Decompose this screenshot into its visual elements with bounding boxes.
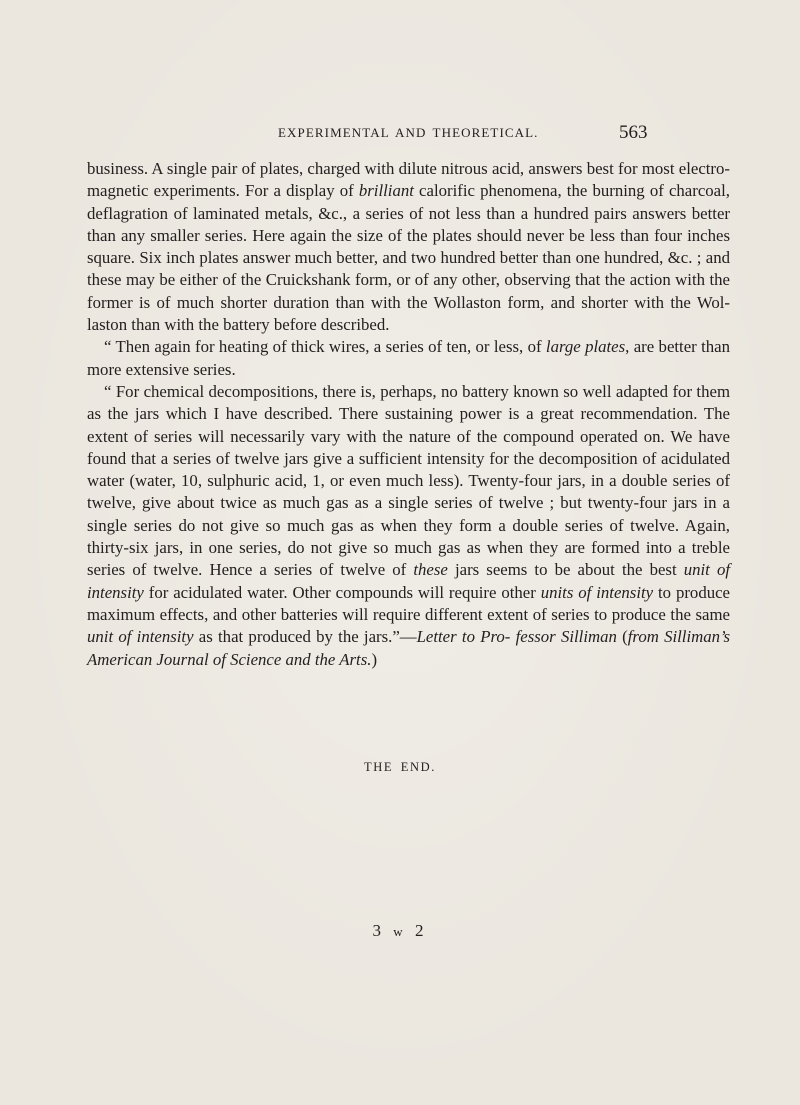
emphasis-these: these (413, 560, 448, 580)
signature-sheet: 3 (372, 921, 386, 940)
paragraph-thick-wires: “ Then again for heating of thick wires, a series of ten, or less, of large plates, are better than more extensive series. (87, 337, 730, 379)
emphasis-brilliant: brilliant (358, 181, 414, 201)
body-text (87, 158, 730, 671)
signature-mark (0, 921, 800, 941)
emphasis-unit-of-intensity: unit of intensity (87, 560, 730, 602)
paragraph-battery-sizes: business. A single pair of plates, charged with dilute nitrous acid, answers best for most electro-magnetic experiments. For a display of brilliant calorific phenomena, the burning of charcoal, deflagration of laminated metals, &c., a series of not less than a hundred pairs answers better than any smaller series. Here again the size of the plates should never be less than four inches square. Six inch plates answer much better, and two hundred better than one hundred, &c. ; and these may be either of the Cruickshank form, or of any other, observing that the action with the former is of much shorter duration than with the Wollaston form, and shorter with the Wol- laston than with the battery before described. (87, 159, 730, 335)
end-mark: THE END. (363, 760, 437, 774)
emphasis-unit-of-intensity-2: unit of intensity (87, 627, 194, 647)
running-head (0, 122, 800, 142)
page-number: 563 (619, 122, 648, 143)
citation-journal: from Silliman’s American Journal of Science and the Arts. (87, 627, 730, 669)
citation-letter: Letter to Pro- fessor Silliman (416, 627, 617, 647)
running-title: EXPERIMENTAL AND THEORETICAL. (278, 125, 539, 140)
emphasis-large-plates: large plates (545, 337, 626, 357)
paragraph-chemical-decompositions: “ For chemical decompositions, there is, perhaps, no battery known so well adapted for them as the jars which I have described. There sustaining power is a great recommendation. The extent of series will necessarily vary with the nature of the compound operated on. We have found that a series of twelve jars give a sufficient intensity for the decomposition of acidulated water (water, 10, sulphuric acid, 1, or even much less). Twenty-four jars, in a double series of twelve, give about twice as much gas as a single series of twelve ; but twenty-four jars in a single series do not give so much gas as when they form a double series of twelve. Again, thirty-six jars, in one series, do not give so much gas as when they are formed into a treble series of twelve. Hence a series of twelve of these jars seems to be about the best unit of intensity for acidulated water. Other compounds will require other units of intensity to produce maximum effects, and other batteries will require different extent of series to produce the same unit of intensity as that produced by the jars.”—Letter to Pro- fessor Silliman (from Silliman’s American Journal of Science and the Arts.) (87, 381, 730, 669)
emphasis-units-of-intensity: units of intensity (540, 582, 654, 602)
signature-number: 2 (414, 921, 428, 940)
signature-letter: w (393, 924, 407, 939)
